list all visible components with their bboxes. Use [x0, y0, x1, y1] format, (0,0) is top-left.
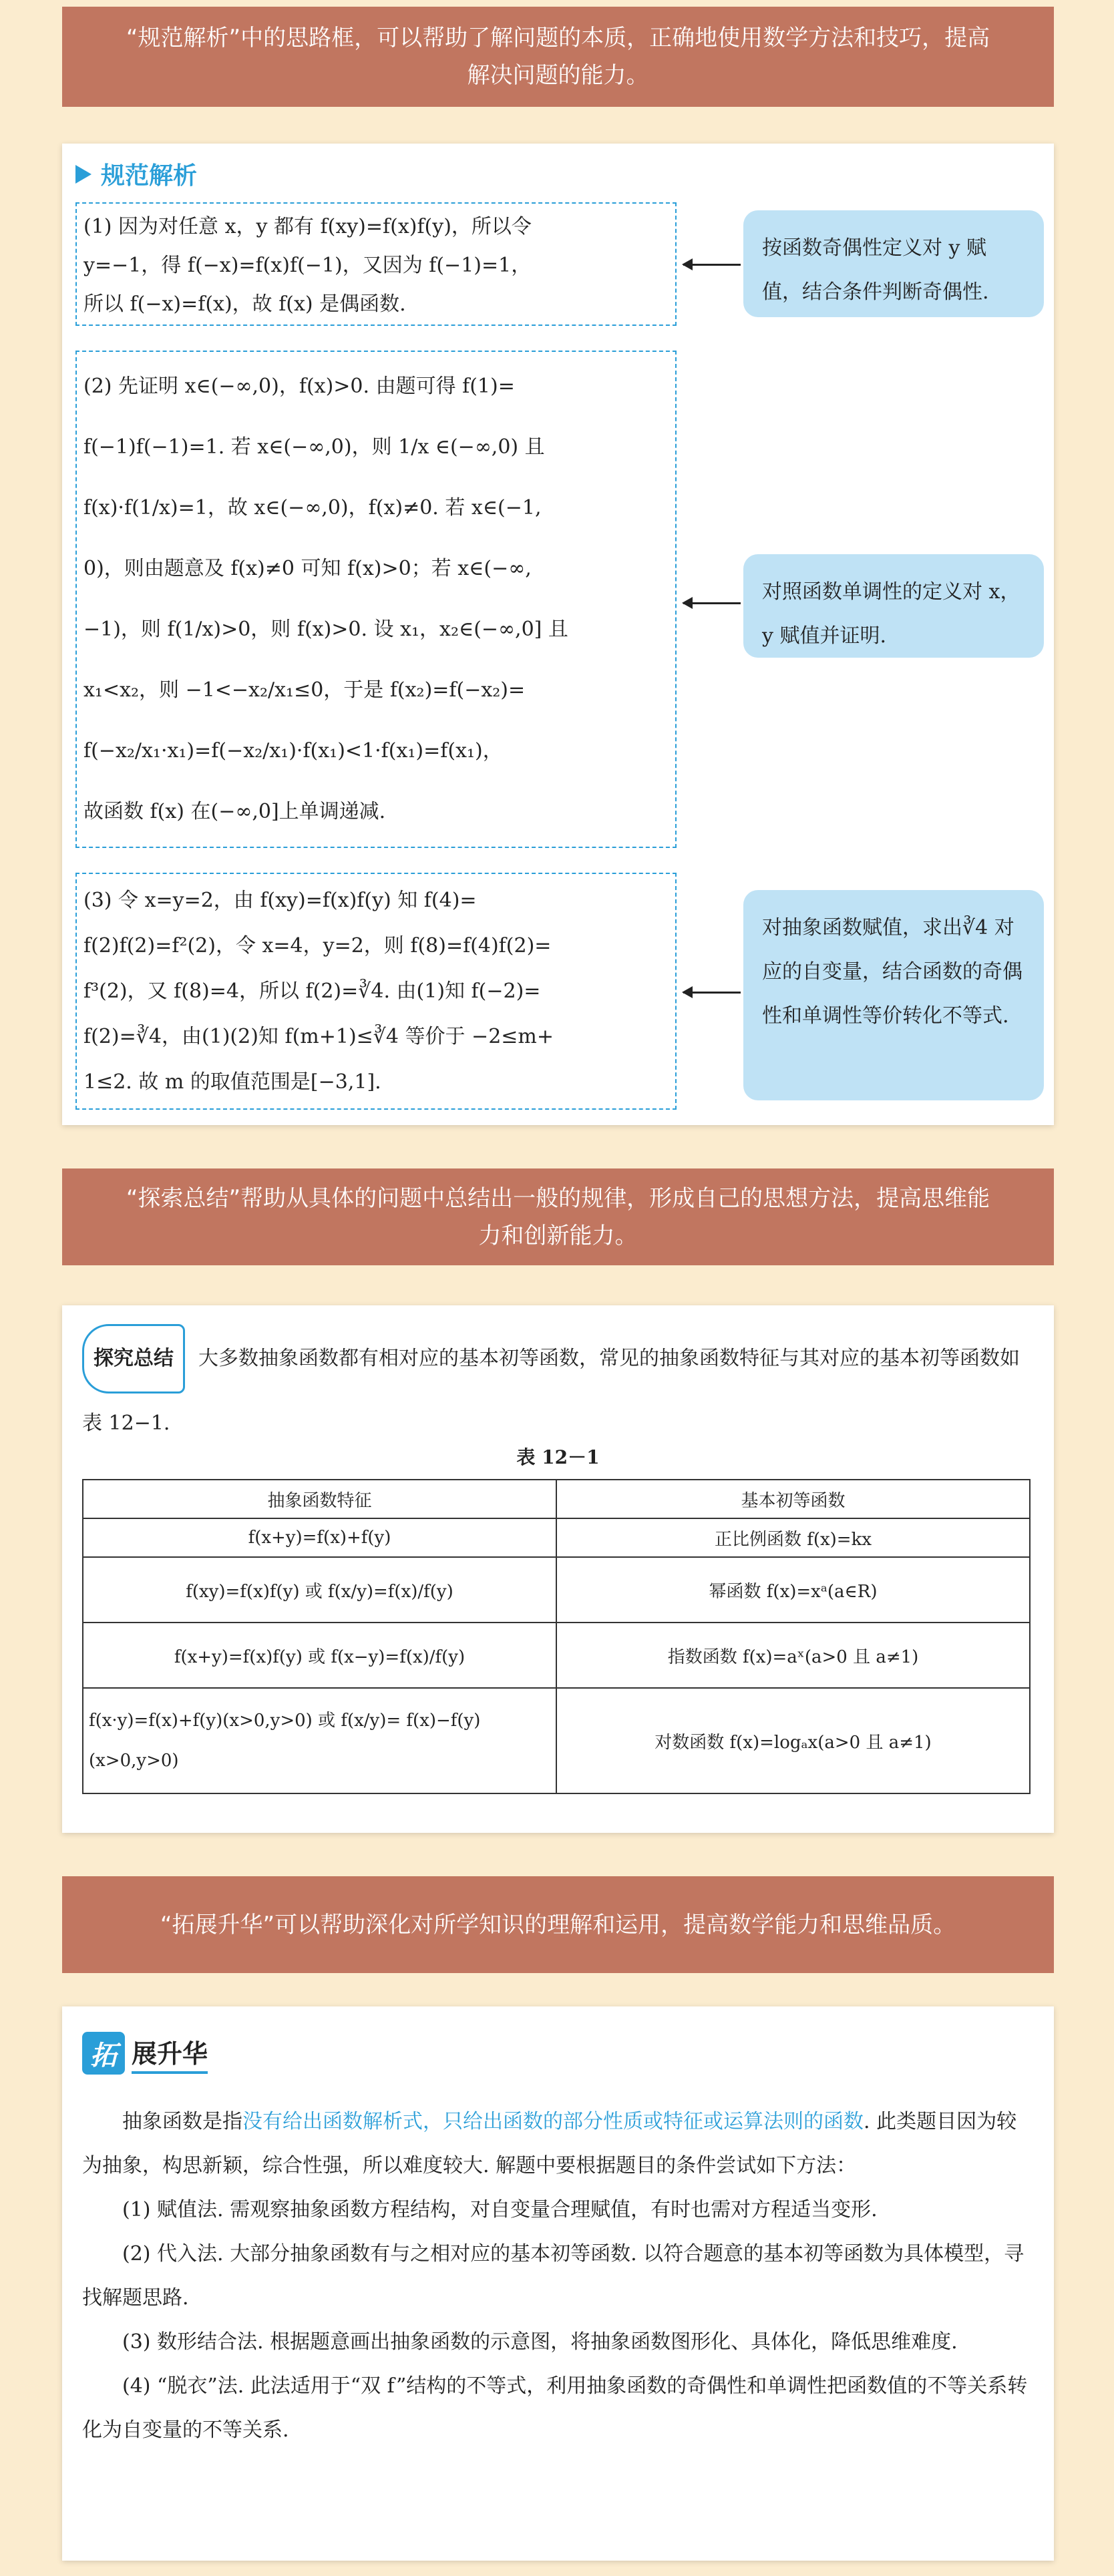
solution-line: 1≤2. 故 m 的取值范围是[−3,1]. — [83, 1070, 381, 1094]
table-cell: 幂函数 f(x)=xᵃ(a∈R) — [556, 1557, 1030, 1623]
hint-bubble-3 — [743, 890, 1044, 1100]
solution-line: f(−x₂/x₁·x₁)=f(−x₂/x₁)·f(x₁)<1·f(x₁)=f(x₁)， — [83, 739, 503, 763]
analysis-card — [62, 144, 1054, 1125]
solution-line: f(2)f(2)=f²(2)，令 x=4，y=2，则 f(8)=f(4)f(2)= — [83, 934, 552, 957]
solution-line: −1)，则 f(1/x)>0，则 f(x)>0. 设 x₁，x₂∈(−∞,0] 且 — [83, 618, 568, 641]
extension-title: 展升华 — [132, 2033, 208, 2074]
method-item: (1) 赋值法. 需观察抽象函数方程结构，对自变量合理赋值，有时也需对方程适当变形. — [122, 2198, 878, 2221]
table-header: 基本初等函数 — [556, 1480, 1030, 1518]
table-cell: f(x·y)=f(x)+f(y)(x>0,y>0) 或 f(x/y)= f(x)−f(y)(x>0,y>0) — [83, 1688, 556, 1793]
method-item: (2) 代入法. 大部分抽象函数有与之相对应的基本初等函数. 以符合题意的基本初等函数为具体模型，寻找解题思路. — [82, 2242, 1025, 2310]
arrow-1 — [683, 264, 741, 266]
table-cell: f(x+y)=f(x)f(y) 或 f(x−y)=f(x)/f(y) — [83, 1623, 556, 1688]
table-cell: 指数函数 f(x)=aˣ(a>0 且 a≠1) — [556, 1623, 1030, 1688]
extension-card — [62, 2006, 1054, 2561]
analysis-title-text: 规范解析 — [101, 162, 198, 190]
hint-bubble-2 — [743, 554, 1044, 658]
hint-text-2: 对照函数单调性的定义对 x，y 赋值并证明. — [762, 580, 1020, 648]
solution-line: (1) 因为对任意 x，y 都有 f(xy)=f(x)f(y)，所以令 — [83, 215, 532, 238]
table-caption: 表 12－1 — [516, 1446, 600, 1468]
hint-text-3: 对抽象函数赋值，求出∛4 对应的自变量，结合函数的奇偶性和单调性等价转化不等式. — [762, 916, 1023, 1028]
banner-summary-text: “探索总结”帮助从具体的问题中总结出一般的规律，形成自己的思想方法，提高思维能力和创新能力。 — [126, 1185, 990, 1249]
arrow-2 — [683, 602, 741, 604]
method-item: (4) “脱衣”法. 此法适用于“双 f”结构的不等式，利用抽象函数的奇偶性和单调性把函数值的不等关系转化为自变量的不等关系. — [82, 2374, 1028, 2442]
banner-extension — [62, 1876, 1054, 1973]
analysis-title — [75, 157, 197, 191]
table-row — [83, 1518, 1030, 1557]
hint-bubble-1 — [743, 210, 1044, 317]
summary-label: 探究总结 — [82, 1324, 185, 1393]
solution-line: f(2)=∛4，由(1)(2)知 f(m+1)≤∛4 等价于 −2≤m+ — [83, 1025, 554, 1048]
extension-icon: 拓 — [82, 2032, 125, 2075]
solution-part-1 — [75, 202, 677, 326]
solution-line: y=−1，得 f(−x)=f(x)f(−1)，又因为 f(−1)=1， — [83, 254, 532, 277]
solution-line: (2) 先证明 x∈(−∞,0)，f(x)>0. 由题可得 f(1)= — [83, 375, 515, 398]
table-row — [83, 1557, 1030, 1623]
summary-intro — [82, 1324, 1031, 1454]
extension-content — [82, 2100, 1031, 2452]
banner-extension-text: “拓展升华”可以帮助深化对所学知识的理解和运用，提高数学能力和思维品质。 — [160, 1911, 956, 1938]
table-header: 抽象函数特征 — [83, 1480, 556, 1518]
summary-card — [62, 1305, 1054, 1833]
table-row — [83, 1623, 1030, 1688]
summary-intro-text: 大多数抽象函数都有相对应的基本初等函数，常见的抽象函数特征与其对应的基本初等函数如表 12−1. — [82, 1347, 1020, 1435]
solution-line: f³(2)，又 f(8)=4，所以 f(2)=∛4. 由(1)知 f(−2)= — [83, 980, 541, 1003]
intro-highlight: 没有给出函数解析式，只给出函数的部分性质或特征或运算法则的函数 — [242, 2110, 864, 2133]
table-header-row — [83, 1480, 1030, 1518]
extension-badge — [82, 2032, 208, 2075]
intro-pre: 抽象函数是指 — [122, 2110, 242, 2133]
banner-guide — [62, 7, 1054, 107]
table-row — [83, 1688, 1030, 1793]
feature-table — [82, 1479, 1031, 1794]
table-cell: 对数函数 f(x)=logₐx(a>0 且 a≠1) — [556, 1688, 1030, 1793]
arrow-3 — [683, 992, 741, 994]
solution-line: (3) 令 x=y=2，由 f(xy)=f(x)f(y) 知 f(4)= — [83, 889, 477, 912]
solution-line: 故函数 f(x) 在(−∞,0]上单调递减. — [83, 800, 386, 823]
solution-line: 0)，则由题意及 f(x)≠0 可知 f(x)>0；若 x∈(−∞, — [83, 557, 532, 580]
banner-guide-text: “规范解析”中的思路框，可以帮助了解问题的本质，正确地使用数学方法和技巧，提高解决问题的能力。 — [126, 25, 990, 89]
solution-line: f(x)·f(1/x)=1，故 x∈(−∞,0)，f(x)≠0. 若 x∈(−1, — [83, 496, 542, 519]
hint-text-1: 按函数奇偶性定义对 y 赋值，结合条件判断奇偶性. — [762, 236, 989, 304]
solution-line: f(−1)f(−1)=1. 若 x∈(−∞,0)，则 1/x ∈(−∞,0) 且 — [83, 435, 545, 459]
intro-post: . 此类题目因为较为抽象，构思新颖，综合性强，所以难度较大. 解题中要根据题目的条件尝试如下方法： — [82, 2110, 1017, 2177]
solution-part-3 — [75, 873, 677, 1110]
solution-line: 所以 f(−x)=f(x)，故 f(x) 是偶函数. — [83, 292, 406, 316]
solution-part-2 — [75, 351, 677, 848]
solution-line: x₁<x₂，则 −1<−x₂/x₁≤0，于是 f(x₂)=f(−x₂)= — [83, 678, 526, 702]
banner-summary — [62, 1168, 1054, 1265]
extension-intro — [82, 2100, 1031, 2188]
table-cell: f(x+y)=f(x)+f(y) — [83, 1518, 556, 1557]
table-cell: 正比例函数 f(x)=kx — [556, 1518, 1030, 1557]
table-cell: f(xy)=f(x)f(y) 或 f(x/y)=f(x)/f(y) — [83, 1557, 556, 1623]
method-item: (3) 数形结合法. 根据题意画出抽象函数的示意图，将抽象函数图形化、具体化，降低思维难度. — [122, 2330, 958, 2354]
triangle-icon — [75, 165, 91, 184]
